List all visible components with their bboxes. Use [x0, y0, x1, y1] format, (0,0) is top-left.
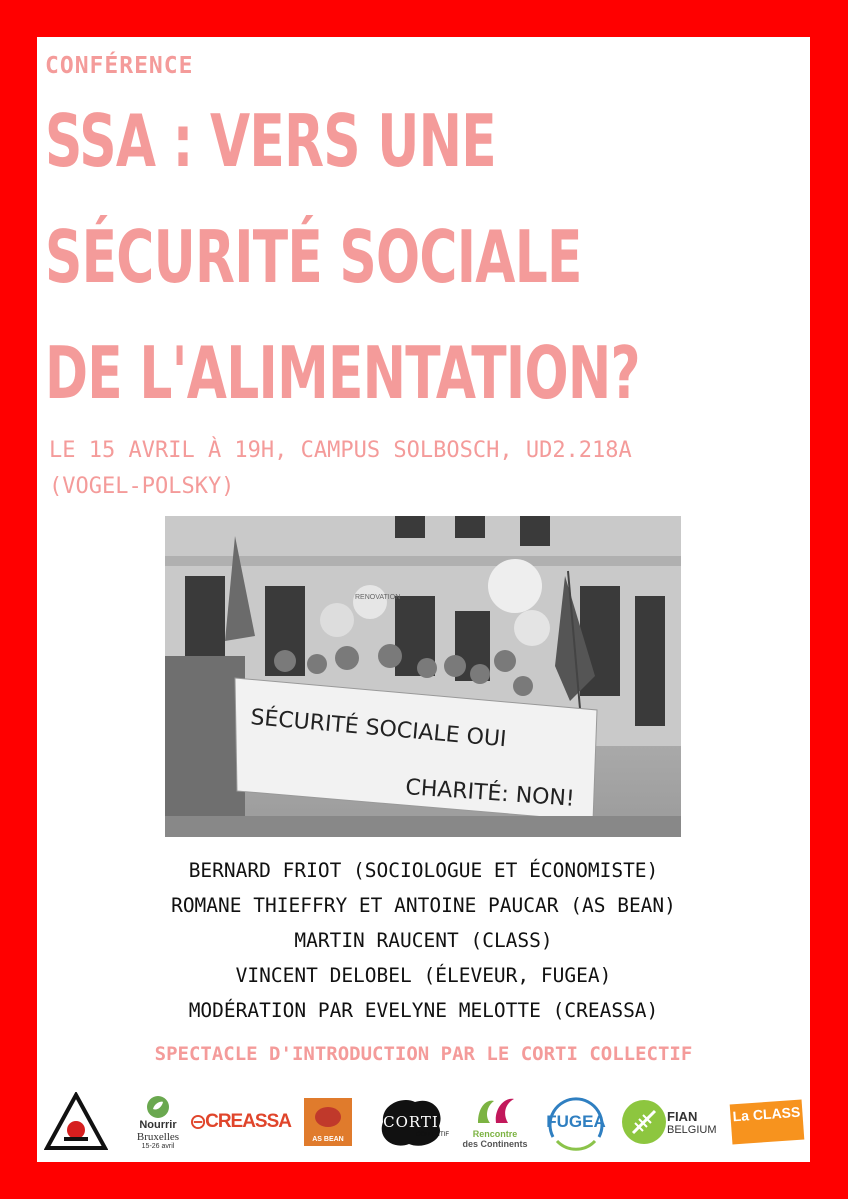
- poster: [37, 37, 810, 1162]
- title-line-1: SSA : VERS UNE: [45, 99, 496, 183]
- fian-emblem-logo: [619, 1089, 669, 1155]
- creassa-logo: CREASSA: [191, 1089, 291, 1155]
- fugea-logo: FUGEA: [539, 1089, 613, 1155]
- title-line-2: SÉCURITÉ SOCIALE: [45, 215, 582, 299]
- rencontre-symbol-icon: [470, 1095, 520, 1129]
- triangle-logo: [43, 1089, 109, 1155]
- banner-text-1: SÉCURITÉ SOCIALE OUI: [249, 705, 508, 753]
- event-type-label: CONFÉRENCE: [45, 53, 194, 79]
- bean-icon: [313, 1104, 343, 1130]
- nourrir-bruxelles-logo: Nourrir Bruxelles 15-26 avril: [123, 1089, 193, 1155]
- creassa-swirl-icon: [191, 1107, 205, 1137]
- partner-logos: [37, 1089, 810, 1155]
- event-date-location: LE 15 AVRIL À 19H, CAMPUS SOLBOSCH, UD2.218A: [49, 438, 632, 463]
- speaker-item: MODÉRATION PAR EVELYNE MELOTTE (CREASSA): [188, 999, 659, 1022]
- balloon-text: RENOVATION: [355, 594, 401, 601]
- event-room: (VOGEL-POLSKY): [49, 474, 235, 499]
- speaker-item: ROMANE THIEFFRY ET ANTOINE PAUCAR (AS BEAN): [171, 894, 676, 917]
- speaker-item: MARTIN RAUCENT (CLASS): [294, 929, 553, 952]
- corti-collectif-logo: CORTI COLLECTIF: [371, 1089, 451, 1155]
- banner-text-2: CHARITÉ: NON!: [404, 775, 576, 812]
- speaker-item: VINCENT DELOBEL (ÉLEVEUR, FUGEA): [235, 964, 612, 987]
- demonstration-photo: [165, 516, 681, 837]
- wheat-icon: [621, 1099, 667, 1145]
- title-line-3: DE L'ALIMENTATION?: [45, 331, 640, 415]
- la-class-logo: La CLASS: [729, 1089, 805, 1155]
- speaker-item: BERNARD FRIOT (SOCIOLOGUE ET ÉCONOMISTE): [188, 859, 659, 882]
- rencontre-continents-logo: Rencontre des Continents: [457, 1089, 533, 1155]
- event-details: [49, 433, 789, 505]
- as-bean-logo: AS BEAN: [303, 1089, 353, 1155]
- speaker-list: [37, 853, 810, 1028]
- spectacle-line: SPECTACLE D'INTRODUCTION PAR LE CORTI COLLECTIF: [154, 1043, 693, 1065]
- leaf-icon: [146, 1095, 170, 1119]
- poster-title: [45, 83, 640, 431]
- fian-belgium-logo: FIAN BELGIUM: [667, 1108, 717, 1136]
